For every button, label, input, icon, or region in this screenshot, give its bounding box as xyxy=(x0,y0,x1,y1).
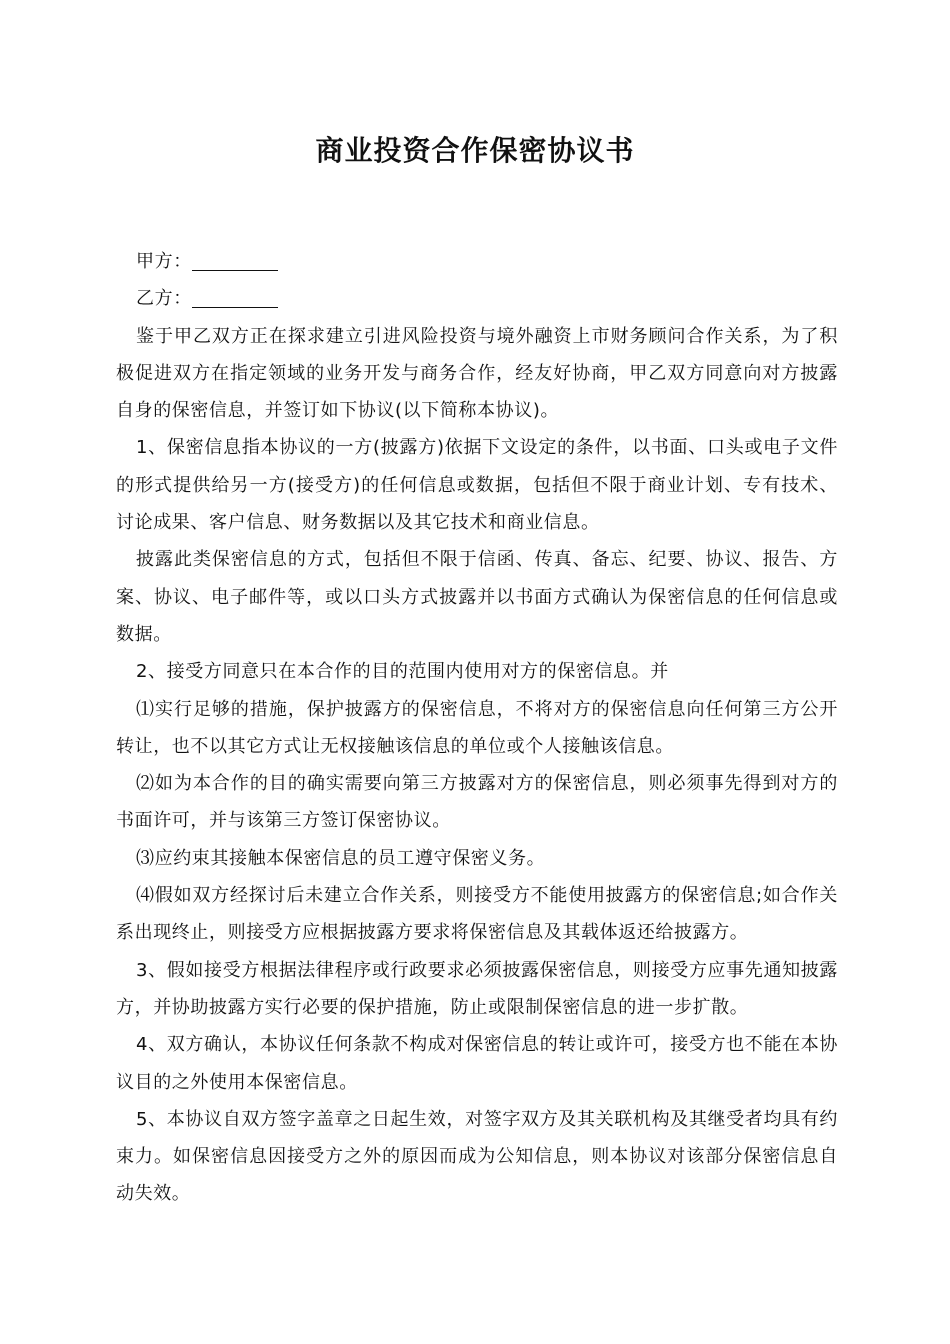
paragraph-clause-1: 1、保密信息指本协议的一方(披露方)依据下文设定的条件，以书面、口头或电子文件的形式提供给另一方(接受方)的任何信息或数据，包括但不限于商业计划、专有技术、讨论成果、客户信息、财务数据以及其它技术和商业信息。 xyxy=(116,437,838,534)
party-b-line xyxy=(116,280,838,317)
paragraph-clause-3: 3、假如接受方根据法律程序或行政要求必须披露保密信息，则接受方应事先通知披露方，并协助披露方实行必要的保护措施，防止或限制保密信息的进一步扩散。 xyxy=(116,959,838,1018)
party-a-label: 甲方： xyxy=(136,251,192,272)
paragraph-preamble: 鉴于甲乙双方正在探求建立引进风险投资与境外融资上市财务顾问合作关系，为了积极促进双方在指定领域的业务开发与商务合作，经友好协商，甲乙双方同意向对方披露自身的保密信息，并签订如下协议(以下简称本协议)。 xyxy=(116,325,838,422)
paragraph-clause-2: 2、接受方同意只在本合作的目的范围内使用对方的保密信息。并 xyxy=(136,661,669,683)
party-b-label: 乙方： xyxy=(136,288,192,310)
paragraph-clause-2-item-3: ⑶应约束其接触本保密信息的员工遵守保密义务。 xyxy=(136,847,546,869)
paragraph-clause-2-item-1: ⑴实行足够的措施，保护披露方的保密信息，不将对方的保密信息向任何第三方公开转让，也不以其它方式让无权接触该信息的单位或个人接触该信息。 xyxy=(116,698,838,757)
party-b-blank xyxy=(192,285,278,308)
paragraph-clause-2-item-2: ⑵如为本合作的目的确实需要向第三方披露对方的保密信息，则必须事先得到对方的书面许可，并与该第三方签订保密协议。 xyxy=(116,773,838,832)
paragraph-clause-2-item-4: ⑷假如双方经探讨后未建立合作关系，则接受方不能使用披露方的保密信息;如合作关系出现终止，则接受方应根据披露方要求将保密信息及其载体返还给披露方。 xyxy=(116,885,838,944)
party-a-blank xyxy=(192,248,278,271)
paragraph-clause-5: 5、本协议自双方签字盖章之日起生效，对签字双方及其关联机构及其继受者均具有约束力。如保密信息因接受方之外的原因而成为公知信息，则本协议对该部分保密信息自动失效。 xyxy=(116,1108,838,1205)
paragraph-clause-4: 4、双方确认，本协议任何条款不构成对保密信息的转让或许可，接受方也不能在本协议目的之外使用本保密信息。 xyxy=(116,1034,838,1093)
paragraph-disclosure-methods: 披露此类保密信息的方式，包括但不限于信函、传真、备忘、纪要、协议、报告、方案、协议、电子邮件等，或以口头方式披露并以书面方式确认为保密信息的任何信息或数据。 xyxy=(116,549,838,645)
document-body xyxy=(116,243,838,1213)
document-title: 商业投资合作保密协议书 xyxy=(315,134,635,167)
party-a-line xyxy=(116,243,838,280)
